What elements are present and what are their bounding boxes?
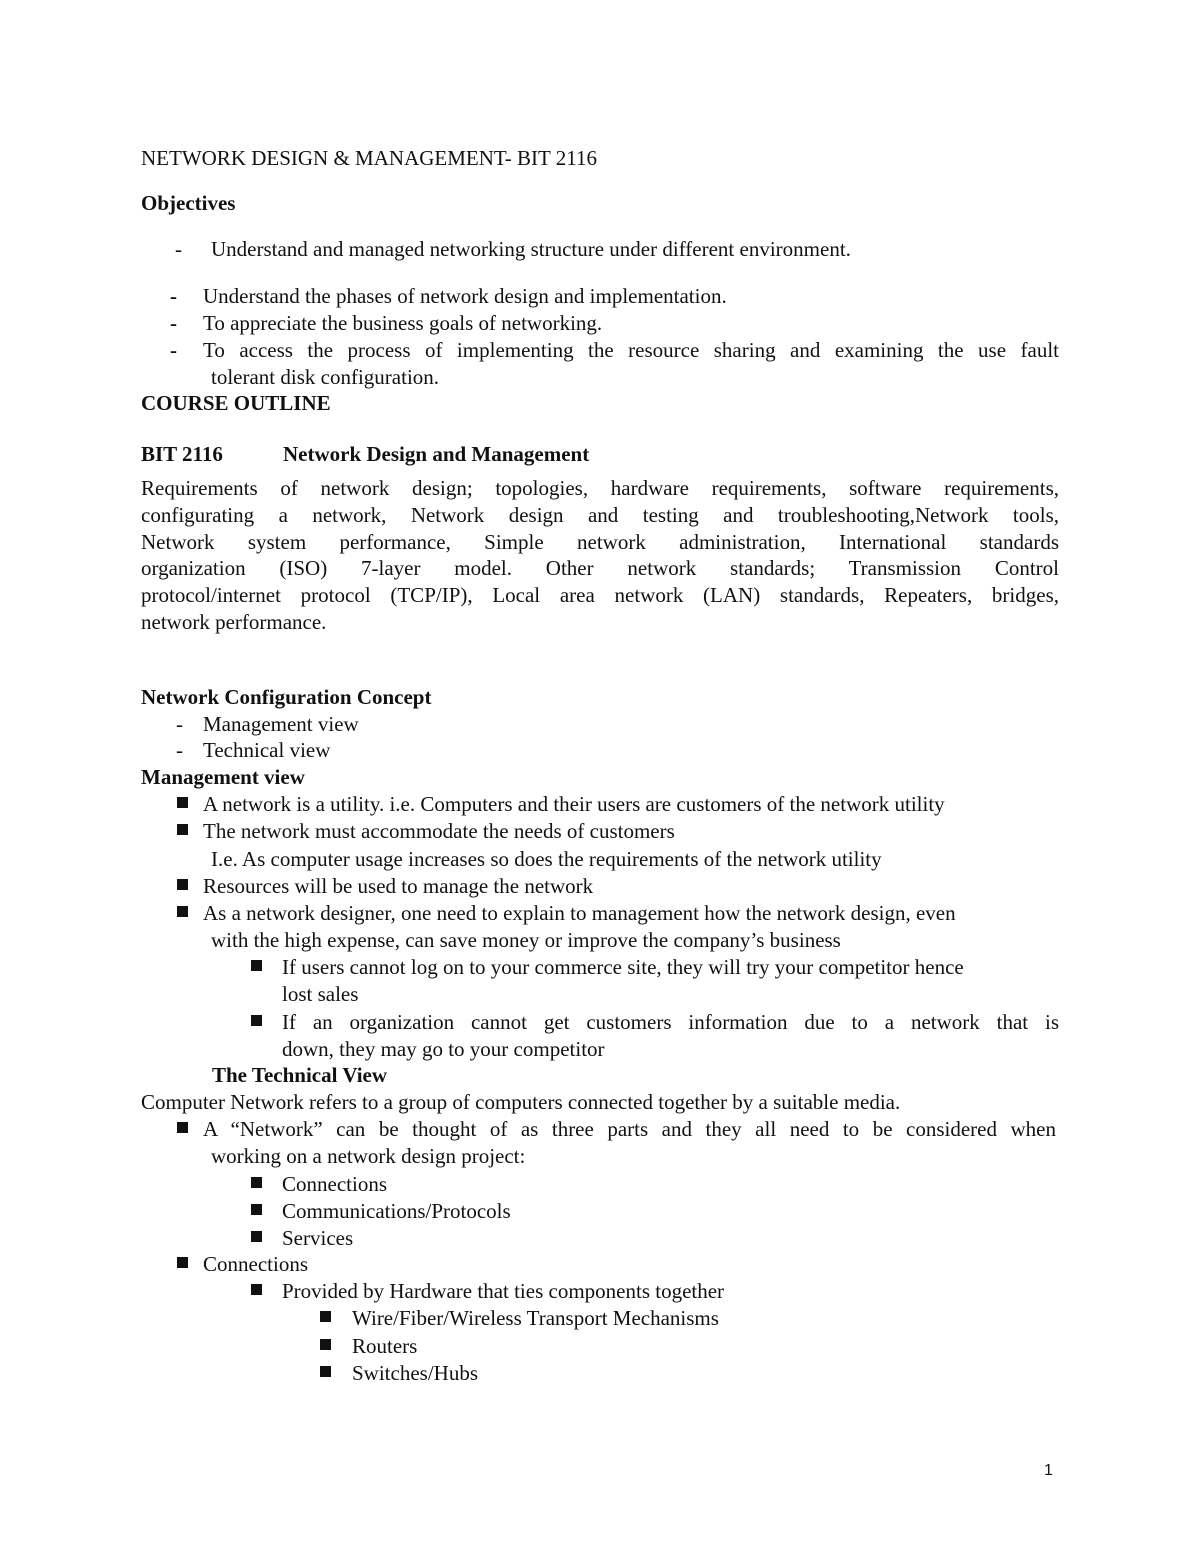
objective-item: To access the process of implementing the resource sharing and examining the use fault bbox=[203, 338, 1059, 362]
sub-list-item: Provided by Hardware that ties components together bbox=[282, 1279, 725, 1303]
management-view-heading: Management view bbox=[141, 765, 305, 789]
description-line: network performance. bbox=[141, 610, 327, 634]
sub-list-item: Services bbox=[282, 1226, 354, 1250]
square-bullet-icon bbox=[251, 1284, 262, 1295]
square-bullet-icon bbox=[251, 1015, 262, 1026]
dash-marker: - bbox=[176, 738, 183, 762]
objective-item: To appreciate the business goals of networking. bbox=[203, 311, 603, 335]
course-name: Network Design and Management bbox=[283, 442, 590, 466]
sub-list-item: If an organization cannot get customers information due to a network that is bbox=[282, 1010, 1059, 1034]
square-bullet-icon bbox=[177, 1257, 188, 1268]
description-line: Network system performance, Simple network administration, International standards bbox=[141, 530, 1059, 554]
square-bullet-icon bbox=[177, 824, 188, 835]
list-item: Connections bbox=[203, 1252, 308, 1276]
ncc-item: Management view bbox=[203, 712, 359, 736]
sub-sub-list-item: Switches/Hubs bbox=[352, 1361, 478, 1385]
ncc-item: Technical view bbox=[203, 738, 331, 762]
sub-sub-list-item: Wire/Fiber/Wireless Transport Mechanisms bbox=[352, 1306, 719, 1330]
list-item-continued: working on a network design project: bbox=[211, 1144, 526, 1168]
square-bullet-icon bbox=[320, 1366, 331, 1377]
dash-marker: - bbox=[176, 712, 183, 736]
page-number: 1 bbox=[1044, 1462, 1053, 1479]
square-bullet-icon bbox=[251, 1204, 262, 1215]
sub-list-item-continued: lost sales bbox=[282, 982, 359, 1006]
objective-item: Understand the phases of network design and implementation. bbox=[203, 284, 727, 308]
square-bullet-icon bbox=[251, 960, 262, 971]
description-line: organization (ISO) 7-layer model. Other network standards; Transmission Control bbox=[141, 556, 1059, 580]
objective-item-continued: tolerant disk configuration. bbox=[211, 365, 440, 389]
dash-marker: - bbox=[170, 311, 177, 335]
list-item: A network is a utility. i.e. Computers and their users are customers of the network utility bbox=[203, 792, 945, 816]
list-item-continued: with the high expense, can save money or improve the company’s business bbox=[211, 928, 841, 952]
square-bullet-icon bbox=[251, 1177, 262, 1188]
course-code: BIT 2116 bbox=[141, 442, 223, 466]
list-item-continued: I.e. As computer usage increases so does the requirements of the network utility bbox=[211, 847, 882, 871]
dash-marker: - bbox=[170, 338, 177, 362]
square-bullet-icon bbox=[177, 1122, 188, 1133]
document-title: NETWORK DESIGN & MANAGEMENT- BIT 2116 bbox=[141, 146, 597, 170]
square-bullet-icon bbox=[320, 1311, 331, 1322]
square-bullet-icon bbox=[177, 879, 188, 890]
course-outline-heading: COURSE OUTLINE bbox=[141, 391, 331, 415]
dash-marker: - bbox=[170, 284, 177, 308]
description-line: configurating a network, Network design and testing and troubleshooting,Network tools, bbox=[141, 503, 1059, 527]
dash-marker: - bbox=[175, 237, 182, 261]
square-bullet-icon bbox=[320, 1339, 331, 1350]
sub-list-item-continued: down, they may go to your competitor bbox=[282, 1037, 605, 1061]
ncc-heading: Network Configuration Concept bbox=[141, 685, 432, 709]
technical-view-intro: Computer Network refers to a group of computers connected together by a suitable media. bbox=[141, 1090, 901, 1114]
sub-sub-list-item: Routers bbox=[352, 1334, 418, 1358]
objectives-heading: Objectives bbox=[141, 191, 236, 215]
description-line: protocol/internet protocol (TCP/IP), Local area network (LAN) standards, Repeaters, bridges, bbox=[141, 583, 1059, 607]
list-item: Resources will be used to manage the network bbox=[203, 874, 594, 898]
list-item: A “Network” can be thought of as three parts and they all need to be considered when bbox=[203, 1117, 1056, 1141]
list-item: The network must accommodate the needs of customers bbox=[203, 819, 675, 843]
sub-list-item: If users cannot log on to your commerce site, they will try your competitor hence bbox=[282, 955, 964, 979]
objective-item: Understand and managed networking structure under different environment. bbox=[211, 237, 851, 261]
sub-list-item: Connections bbox=[282, 1172, 387, 1196]
technical-view-heading: The Technical View bbox=[212, 1063, 388, 1087]
square-bullet-icon bbox=[251, 1231, 262, 1242]
description-line: Requirements of network design; topologies, hardware requirements, software requirements, bbox=[141, 476, 1059, 500]
sub-list-item: Communications/Protocols bbox=[282, 1199, 511, 1223]
square-bullet-icon bbox=[177, 797, 188, 808]
square-bullet-icon bbox=[177, 906, 188, 917]
list-item: As a network designer, one need to explain to management how the network design, even bbox=[203, 901, 956, 925]
